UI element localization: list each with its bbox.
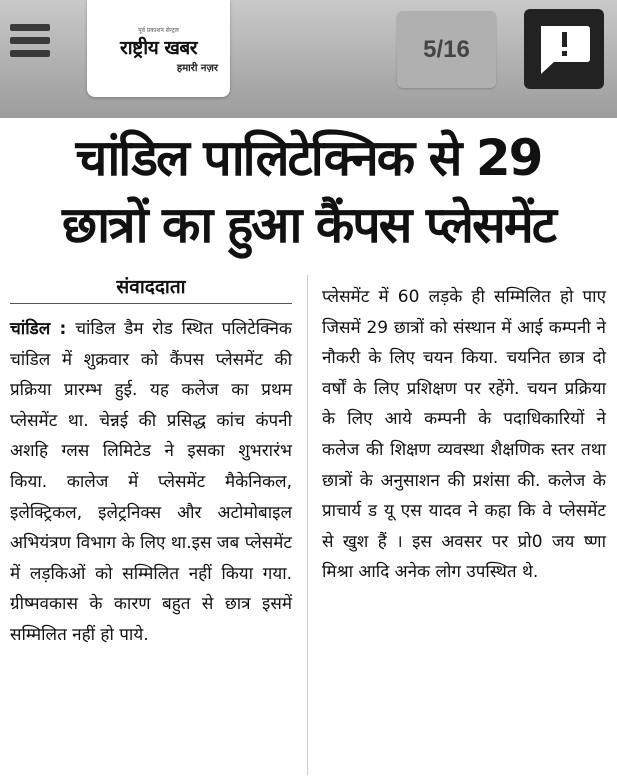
column-divider [307, 275, 308, 775]
logo-subtitle: हमारी नज़र [176, 63, 218, 74]
feedback-button[interactable] [524, 9, 604, 89]
headline-line-2: छात्रों का हुआ कैंपस प्लेसमेंट [62, 196, 555, 254]
logo-tagline: पूर्व प्रकाशन सेन्ट्रल [138, 27, 179, 34]
byline: संवाददाता [116, 276, 186, 298]
dateline: चांडिल : [10, 319, 67, 339]
headline-line-1: चांडिल पालिटेक्निक से 29 [75, 129, 542, 187]
article-body-left: चांडिल डैम रोड स्थित पलिटेक्निक चांडिल में शुक्रवार को कैंपस प्लेसमेंट की प्रक्रिया प्रारम्भ हुई. यह कलेज का प्रथम प्लेसमेंट था. चेन्नई की प्रसिद्ध कांच कंपनी अशहि ग्लस लिमिटेड ने इसका शुभरारंभ किया. कालेज में प्लेसमेंट मैकेनिकल, इलेक्ट्रिकल, इलेट्रनिक्स और अटोमोबाइल अभियंत्रण विभाग के लिए था.इस जब प्लेसमेंट में लड़किओं को सम्मिलित नहीं किया गया. ग्रीष्मवकास के कारण बहुत से छात्र इसमें सम्मिलित नहीं हो पाये. [10, 319, 292, 645]
article-body-right: प्लेसमेंट में 60 लड़के ही सम्मिलित हो पाए जिसमें 29 छात्रों को संस्थान में आई कम्पनी ने नौकरी के लिए चयन किया. चयनित छात्र दो वर्षों के लिए प्रशिक्षण पर रहेंगे. चयन प्रक्रिया के लिए आये कम्पनी के पदाधिकारियों ने कलेज की शिक्षण व्यवस्था शैक्षणिक स्तर तथा छात्रों के अनुसाशन की प्रशंसा की. कलेज के प्राचार्य ड यू एस यादव ने कहा कि वे प्लेसमेंट से खुश हैं । इस अवसर पर प्रो0 जय ष्णा मिश्रा आदि अनेक लोग उपस्थित थे. [322, 287, 606, 583]
top-toolbar [0, 0, 617, 118]
newspaper-logo[interactable] [87, 0, 230, 97]
page-counter[interactable]: 5/16 [397, 11, 496, 88]
logo-title: राष्ट्रीय खबर [119, 37, 197, 59]
article-column-left [10, 314, 292, 651]
hamburger-menu-icon[interactable] [10, 22, 54, 60]
feedback-alert-icon [524, 9, 604, 89]
article-column-right [322, 282, 606, 588]
byline-divider [10, 303, 292, 304]
